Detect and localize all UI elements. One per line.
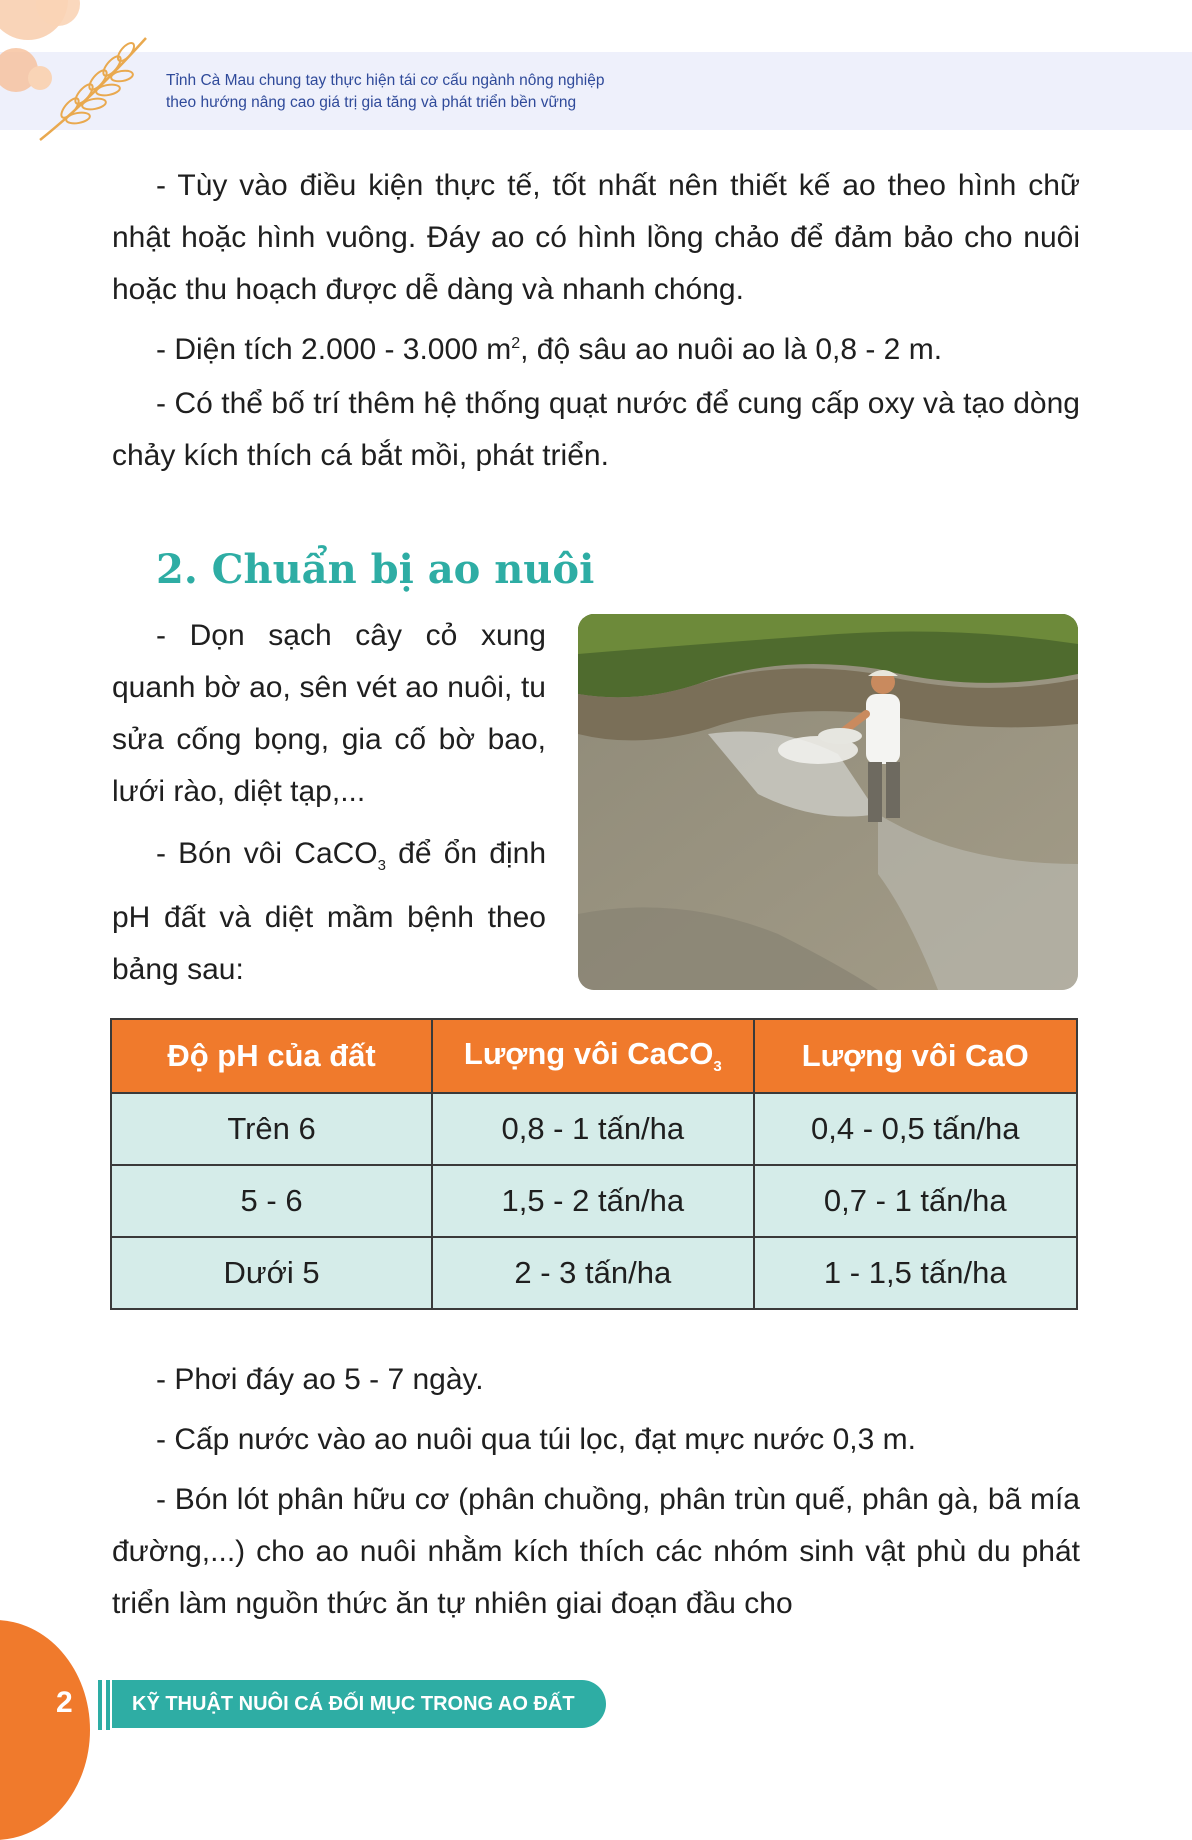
paragraph-aerator bbox=[112, 378, 1080, 482]
footer-title: KỸ THUẬT NUÔI CÁ ĐỐI MỤC TRONG AO ĐẤT bbox=[132, 1693, 575, 1715]
header-cao: Lượng vôi CaO bbox=[754, 1019, 1077, 1093]
table-cell: 0,7 - 1 tấn/ha bbox=[754, 1165, 1077, 1237]
pond-area-text-before: - Diện tích 2.000 - 3.000 m bbox=[156, 333, 512, 366]
table-row bbox=[111, 1165, 1077, 1237]
paragraph-clean-pond-text: - Dọn sạch cây cỏ xung quanh bờ ao, sên vét ao nuôi, tu sửa cống bọng, gia cố bờ bao, lưới rào, diệt tạp,... bbox=[112, 619, 546, 808]
paragraph-dry-pond bbox=[112, 1354, 1080, 1406]
running-header bbox=[166, 70, 604, 114]
table-row bbox=[111, 1237, 1077, 1309]
pond-liming-photo bbox=[578, 614, 1078, 990]
header-soil-ph: Độ pH của đất bbox=[111, 1019, 432, 1093]
table-header-row bbox=[111, 1019, 1077, 1093]
paragraph-fertilizer bbox=[112, 1474, 1080, 1630]
table-cell: 5 - 6 bbox=[111, 1165, 432, 1237]
lime-subscript: 3 bbox=[377, 857, 386, 874]
lime-dosage-table bbox=[110, 1018, 1078, 1310]
pond-area-superscript: 2 bbox=[511, 335, 521, 352]
paragraph-pond-shape bbox=[112, 160, 1080, 316]
paragraph-water-supply-text: - Cấp nước vào ao nuôi qua túi lọc, đạt mực nước 0,3 m. bbox=[156, 1423, 916, 1456]
running-header-line-1: Tỉnh Cà Mau chung tay thực hiện tái cơ cấu ngành nông nghiệp bbox=[166, 72, 605, 89]
paragraph-lime bbox=[112, 828, 546, 996]
paragraph-pond-shape-text: - Tùy vào điều kiện thực tế, tốt nhất nên thiết kế ao theo hình chữ nhật hoặc hình vuông. Đáy ao có hình lồng chảo để đảm bảo cho nuôi hoặc thu hoạch được dễ dàng và nhanh chóng. bbox=[112, 169, 1080, 306]
running-header-line-2: theo hướng nâng cao giá trị gia tăng và phát triển bền vững bbox=[166, 94, 577, 111]
page-number: 2 bbox=[56, 1686, 73, 1719]
paragraph-pond-area bbox=[112, 318, 1080, 376]
pond-area-text-after: , độ sâu ao nuôi ao là 0,8 - 2 m. bbox=[520, 333, 943, 366]
paragraph-dry-pond-text: - Phơi đáy ao 5 - 7 ngày. bbox=[156, 1363, 484, 1396]
table-cell: 2 - 3 tấn/ha bbox=[432, 1237, 753, 1309]
paragraph-aerator-text: - Có thể bố trí thêm hệ thống quạt nước để cung cấp oxy và tạo dòng chảy kích thích cá bắt mồi, phát triển. bbox=[112, 387, 1080, 472]
lime-text-before: - Bón vôi CaCO bbox=[156, 837, 378, 870]
table-cell: Trên 6 bbox=[111, 1093, 432, 1165]
table-cell: 0,4 - 0,5 tấn/ha bbox=[754, 1093, 1077, 1165]
lime-text-after: để ổn định pH đất và diệt mầm bệnh theo bảng sau: bbox=[112, 837, 547, 986]
wheat-flower-decoration-icon bbox=[0, 0, 160, 150]
header-caco3 bbox=[432, 1019, 753, 1093]
table-cell: 1 - 1,5 tấn/ha bbox=[754, 1237, 1077, 1309]
section-title: 2. Chuẩn bị ao nuôi bbox=[156, 546, 595, 593]
table-cell: Dưới 5 bbox=[111, 1237, 432, 1309]
table-row bbox=[111, 1093, 1077, 1165]
table-cell: 1,5 - 2 tấn/ha bbox=[432, 1165, 753, 1237]
paragraph-fertilizer-text: - Bón lót phân hữu cơ (phân chuồng, phân trùn quế, phân gà, bã mía đường,...) cho ao nuôi nhằm kích thích các nhóm sinh vật phù du phát triển làm nguồn thức ăn tự nhiên giai đoạn đầu cho bbox=[112, 1483, 1080, 1620]
paragraph-water-supply bbox=[112, 1414, 1080, 1466]
header-caco3-text: Lượng vôi CaCO bbox=[463, 1036, 714, 1072]
footer-page-circle bbox=[0, 1620, 90, 1840]
header-caco3-subscript: 3 bbox=[713, 1058, 722, 1076]
paragraph-clean-pond bbox=[112, 610, 546, 818]
table-cell: 0,8 - 1 tấn/ha bbox=[432, 1093, 753, 1165]
